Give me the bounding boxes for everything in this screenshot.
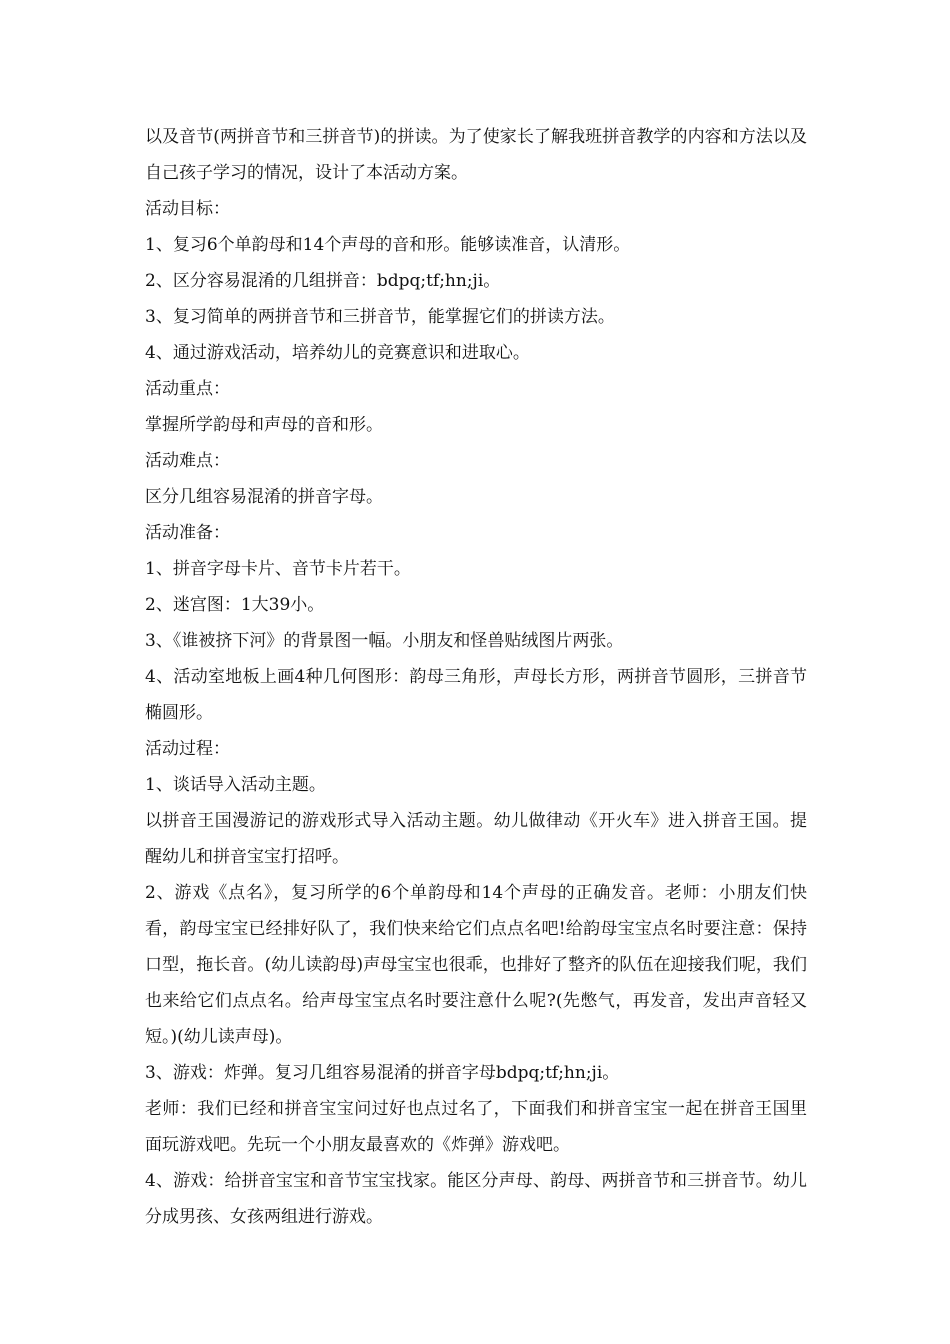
heading-key-points: 活动重点： <box>145 379 230 399</box>
goal-item-1: 1、复习6个单韵母和14个声母的音和形。能够读准音，认清形。 <box>145 235 631 255</box>
preparation-item-2: 2、迷宫图：1大39小。 <box>145 595 325 615</box>
goal-item-3: 3、复习简单的两拼音节和三拼音节，能掌握它们的拼读方法。 <box>145 307 615 327</box>
goal-item-2: 2、区分容易混淆的几组拼音：bdpq;tf;hn;ji。 <box>145 271 501 291</box>
key-points-text: 掌握所学韵母和声母的音和形。 <box>145 415 383 435</box>
process-step-3-detail: 老师：我们已经和拼音宝宝问过好也点过名了，下面我们和拼音宝宝一起在拼音王国里面玩游戏吧。先玩一个小朋友最喜欢的《炸弹》游戏吧。 <box>145 1099 807 1155</box>
heading-activity-goals: 活动目标： <box>145 199 230 219</box>
process-step-4: 4、游戏：给拼音宝宝和音节宝宝找家。能区分声母、韵母、两拼音节和三拼音节。幼儿分成男孩、女孩两组进行游戏。 <box>145 1171 807 1227</box>
document-body <box>145 119 807 1235</box>
preparation-item-4: 4、活动室地板上画4种几何图形：韵母三角形，声母长方形，两拼音节圆形，三拼音节椭圆形。 <box>145 667 807 723</box>
paragraph-intro-continued: 以及音节(两拼音节和三拼音节)的拼读。为了使家长了解我班拼音教学的内容和方法以及自己孩子学习的情况，设计了本活动方案。 <box>145 127 807 183</box>
goal-item-4: 4、通过游戏活动，培养幼儿的竞赛意识和进取心。 <box>145 343 530 363</box>
heading-preparation: 活动准备： <box>145 523 230 543</box>
preparation-item-1: 1、拼音字母卡片、音节卡片若干。 <box>145 559 411 579</box>
preparation-item-3: 3、《谁被挤下河》的背景图一幅。小朋友和怪兽贴绒图片两张。 <box>145 631 624 651</box>
process-step-2: 2、游戏《点名》，复习所学的6个单韵母和14个声母的正确发音。老师：小朋友们快看，韵母宝宝已经排好队了，我们快来给它们点点名吧!给韵母宝宝点名时要注意：保持口型，拖长音。(幼儿读韵母)声母宝宝也很乖，也排好了整齐的队伍在迎接我们呢，我们也来给它们点点名。给声母宝宝点名时要注意什么呢?(先憋气，再发音，发出声音轻又短。)(幼儿读声母)。 <box>145 883 807 1047</box>
process-step-1: 1、谈话导入活动主题。 <box>145 775 326 795</box>
process-step-3: 3、游戏：炸弹。复习几组容易混淆的拼音字母bdpq;tf;hn;ji。 <box>145 1063 620 1083</box>
difficulties-text: 区分几组容易混淆的拼音字母。 <box>145 487 383 507</box>
heading-process: 活动过程： <box>145 739 230 759</box>
heading-difficulties: 活动难点： <box>145 451 230 471</box>
process-step-1-detail: 以拼音王国漫游记的游戏形式导入活动主题。幼儿做律动《开火车》进入拼音王国。提醒幼儿和拼音宝宝打招呼。 <box>145 811 807 867</box>
